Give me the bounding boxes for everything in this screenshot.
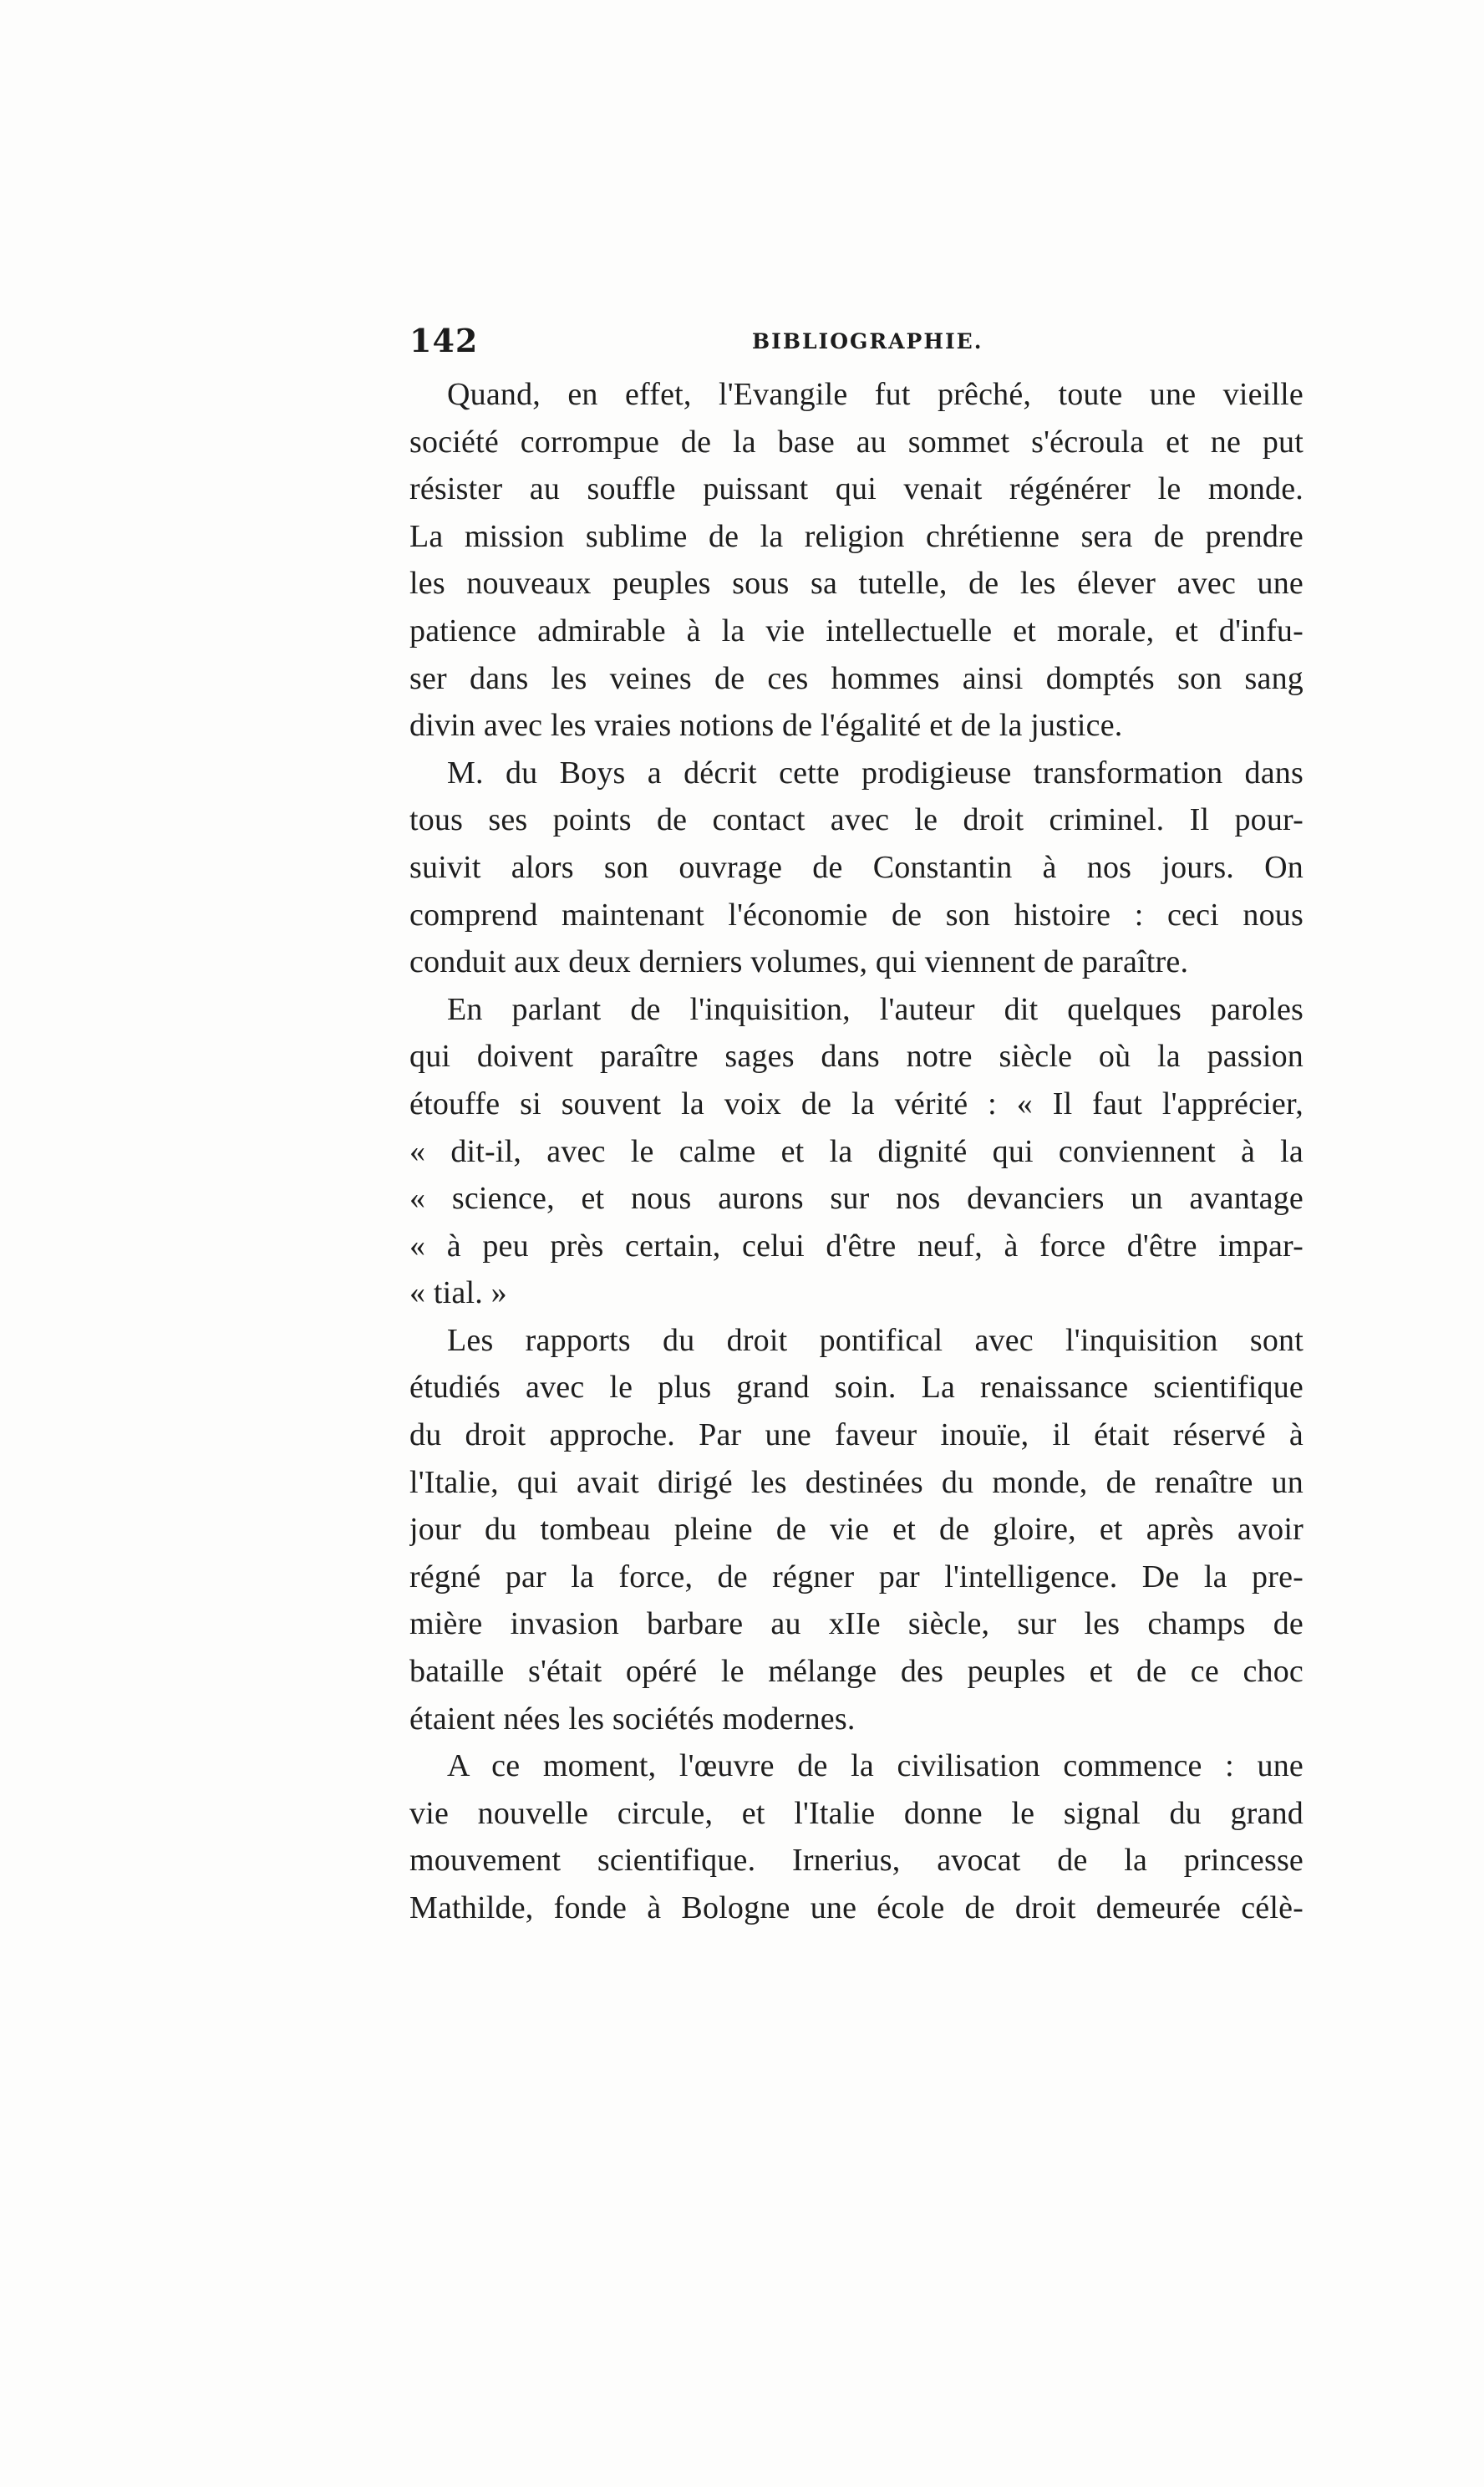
text-line: M. du Boys a décrit cette prodigieuse transformation dans [447,755,1304,791]
text-line: « science, et nous aurons sur nos devanciers un avantage [409,1181,1304,1217]
text-line: Mathilde, fonde à Bologne une école de droit demeurée célè- [409,1890,1304,1925]
text-line: suivit alors son ouvrage de Constantin à nos jours. On [409,849,1304,885]
text-line: les nouveaux peuples sous sa tutelle, de les élever avec une [409,566,1304,602]
text-line: mouvement scientifique. Irnerius, avocat de la princesse [409,1843,1304,1879]
page-number: 142 [409,322,479,359]
text-line: « tial. » [409,1275,507,1311]
running-head [409,322,1304,369]
text-line: La mission sublime de la religion chrétienne sera de prendre [409,518,1304,554]
text-line: tous ses points de contact avec le droit criminel. Il pour- [409,802,1304,838]
text-line: vie nouvelle circule, et l'Italie donne le signal du grand [409,1795,1304,1831]
text-line: A ce moment, l'œuvre de la civilisation commence : une [447,1748,1304,1784]
text-line: comprend maintenant l'économie de son histoire : ceci nous [409,897,1304,933]
text-line: « dit-il, avec le calme et la dignité qui conviennent à la [409,1133,1304,1169]
text-line: bataille s'était opéré le mélange des peuples et de ce choc [409,1654,1304,1690]
text-line: l'Italie, qui avait dirigé les destinées du monde, de renaître un [409,1464,1304,1500]
body-text [409,371,1304,1932]
text-line: mière invasion barbare au xIIe siècle, sur les champs de [409,1606,1304,1642]
text-line: jour du tombeau pleine de vie et de gloire, et après avoir [409,1512,1304,1548]
text-line: En parlant de l'inquisition, l'auteur dit quelques paroles [447,991,1304,1027]
text-line: étaient nées les sociétés modernes. [409,1701,856,1737]
text-line: étudiés avec le plus grand soin. La renaissance scientifique [409,1370,1304,1406]
text-line: Les rapports du droit pontifical avec l'inquisition sont [447,1322,1304,1358]
text-line: conduit aux deux derniers volumes, qui viennent de paraître. [409,944,1189,980]
text-line: ser dans les veines de ces hommes ainsi domptés son sang [409,660,1304,696]
text-line: qui doivent paraître sages dans notre siècle où la passion [409,1039,1304,1075]
text-line: régné par la force, de régner par l'intelligence. De la pre- [409,1559,1304,1594]
text-line: résister au souffle puissant qui venait régénérer le monde. [409,471,1304,507]
text-line: divin avec les vraies notions de l'égalité et de la justice. [409,708,1123,744]
text-line: patience admirable à la vie intellectuelle et morale, et d'infu- [409,613,1304,648]
text-line: étouffe si souvent la voix de la vérité : « Il faut l'apprécier, [409,1086,1304,1121]
text-line: du droit approche. Par une faveur inouïe, il était réservé à [409,1417,1304,1453]
text-line: société corrompue de la base au sommet s'écroula et ne put [409,424,1304,460]
text-line: « à peu près certain, celui d'être neuf, à force d'être impar- [409,1228,1304,1264]
text-line: Quand, en effet, l'Evangile fut prêché, toute une vieille [447,377,1304,412]
running-title: BIBLIOGRAPHIE. [752,329,983,353]
